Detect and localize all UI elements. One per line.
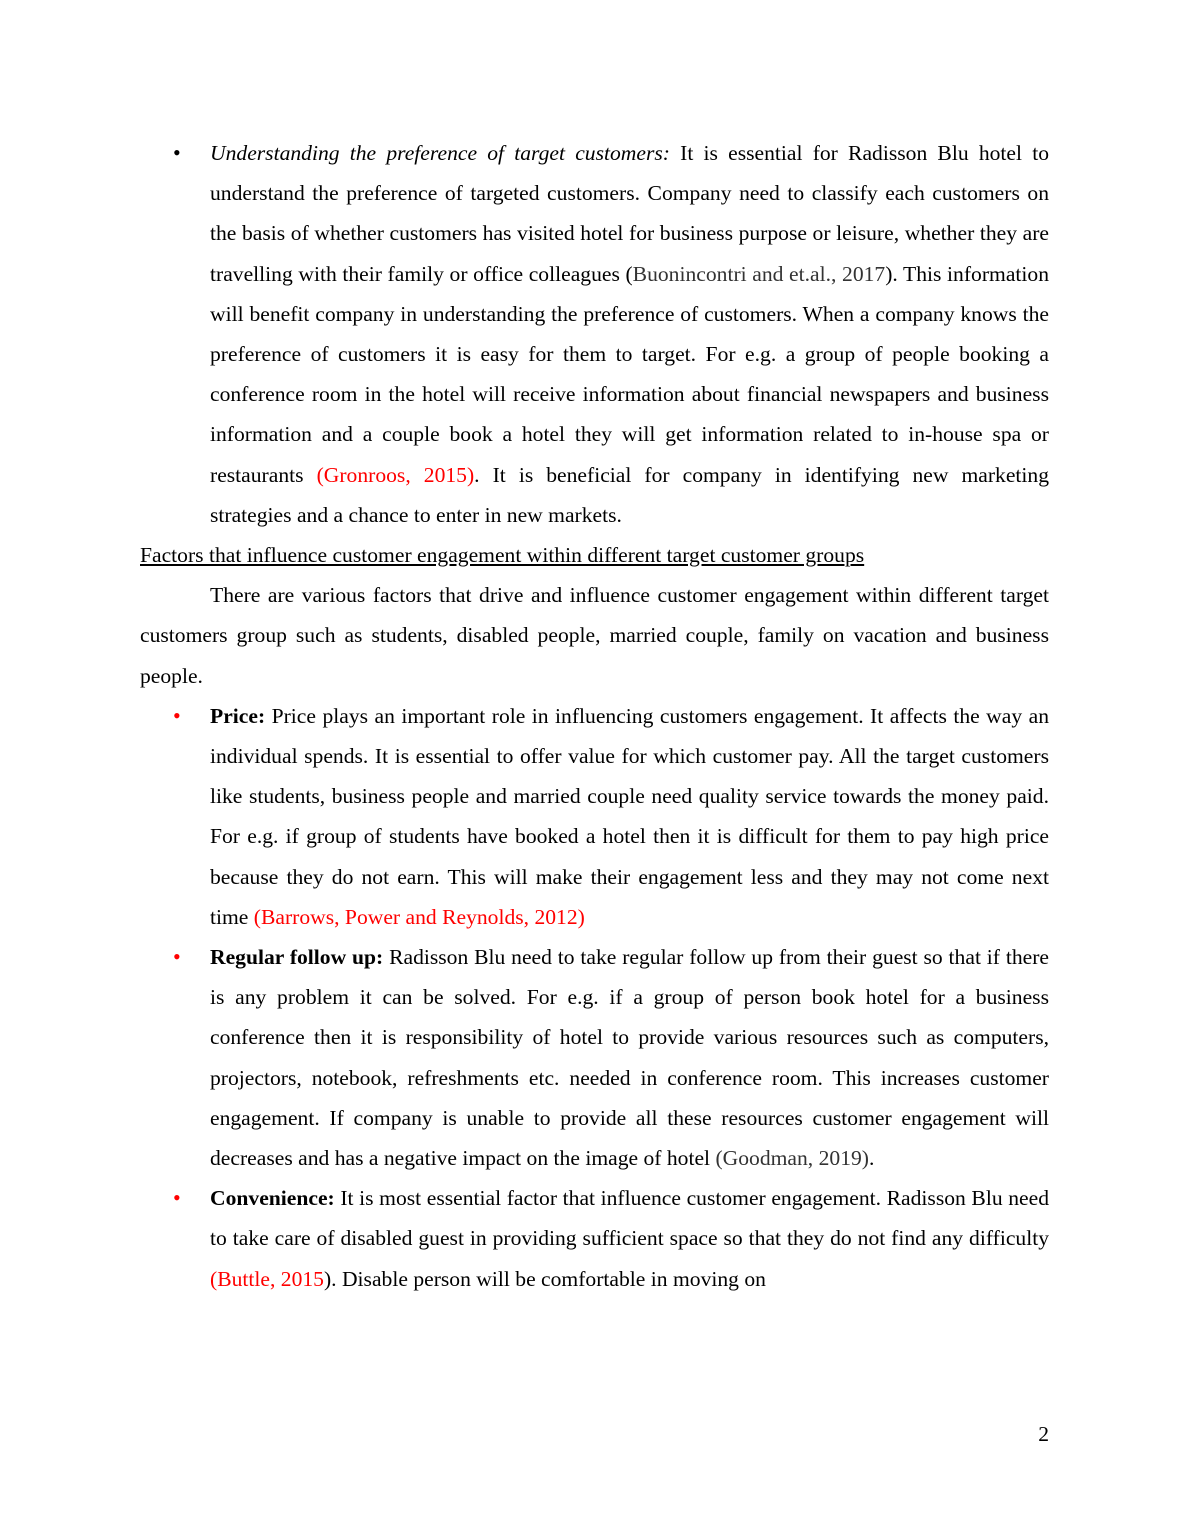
factor-label: Regular follow up:: [210, 945, 384, 970]
section-heading: Factors that influence customer engagement within different target customer groups: [140, 543, 865, 568]
item-text: . It is beneficial for company in identifying new marketing strategies and a chance to enter in new markets.: [210, 462, 1049, 527]
page-number: 2: [1038, 1422, 1049, 1446]
bullet-icon: •: [173, 1185, 181, 1211]
bullet-item-target-preference: [140, 133, 1049, 535]
bullet-icon: •: [173, 944, 181, 970]
intro-paragraph: There are various factors that drive and influence customer engagement within different target customers group such as students, disabled people, married couple, family on vacation and business people.: [140, 583, 1049, 688]
citation: (Barrows, Power and Reynolds, 2012): [253, 904, 585, 929]
item-text: It is essential for Radisson Blu hotel to understand the preference of targeted customers. Company need to classify each customers on the basis of whether customers has visited hotel for business purpose or leisure, whether they are travelling with their family or office colleagues (: [210, 141, 1049, 286]
page-content: [140, 133, 1049, 1299]
factor-text: Price plays an important role in influencing customers engagement. It affects the way an individual spends. It is essential to offer value for which customer pay. All the target customers like students, business people and married couple need quality service towards the money paid. For e.g. if group of students have booked a hotel then it is difficult for them to pay high price because they do not earn. This will make their engagement less and they may not come next time: [210, 703, 1049, 929]
factor-text: Radisson Blu need to take regular follow up from their guest so that if there is any problem it can be solved. For e.g. if a group of person book hotel for a business conference then it is responsibility of hotel to provide various resources such as computers, projectors, notebook, refreshments etc. needed in conference room. This increases customer engagement. If company is unable to provide all these resources customer engagement will decreases and has a negative impact on the image of hotel: [210, 945, 1049, 1171]
factor-text: .: [868, 1146, 875, 1171]
item-lead: Understanding the preference of target customers:: [210, 141, 670, 165]
factor-label: Price:: [210, 703, 266, 728]
factor-text: It is most essential factor that influence customer engagement. Radisson Blu need to take care of disabled guest in providing sufficient space so that they do not find any difficulty: [210, 1186, 1049, 1251]
citation: Buonincontri and et.al., 2017: [632, 261, 886, 286]
factor-text: ). Disable person will be comfortable in moving on: [323, 1266, 766, 1291]
bullet-item-regular-follow-up: [140, 937, 1049, 1178]
bullet-item-price: [140, 696, 1049, 937]
citation: (Buttle, 2015: [210, 1266, 324, 1291]
bullet-icon: •: [173, 702, 181, 728]
citation: (Goodman, 2019): [715, 1146, 869, 1171]
bullet-item-convenience: [140, 1178, 1049, 1299]
factor-label: Convenience:: [210, 1186, 335, 1211]
citation: (Gronroos, 2015): [316, 462, 475, 487]
bullet-icon: •: [173, 140, 181, 165]
item-text: ). This information will benefit company in understanding the preference of customers. When a company knows the preference of customers it is easy for them to target. For e.g. a group of people booking a conference room in the hotel will receive information about financial newspapers and business information and a couple book a hotel they will get information related to in-house spa or restaurants: [210, 261, 1049, 487]
